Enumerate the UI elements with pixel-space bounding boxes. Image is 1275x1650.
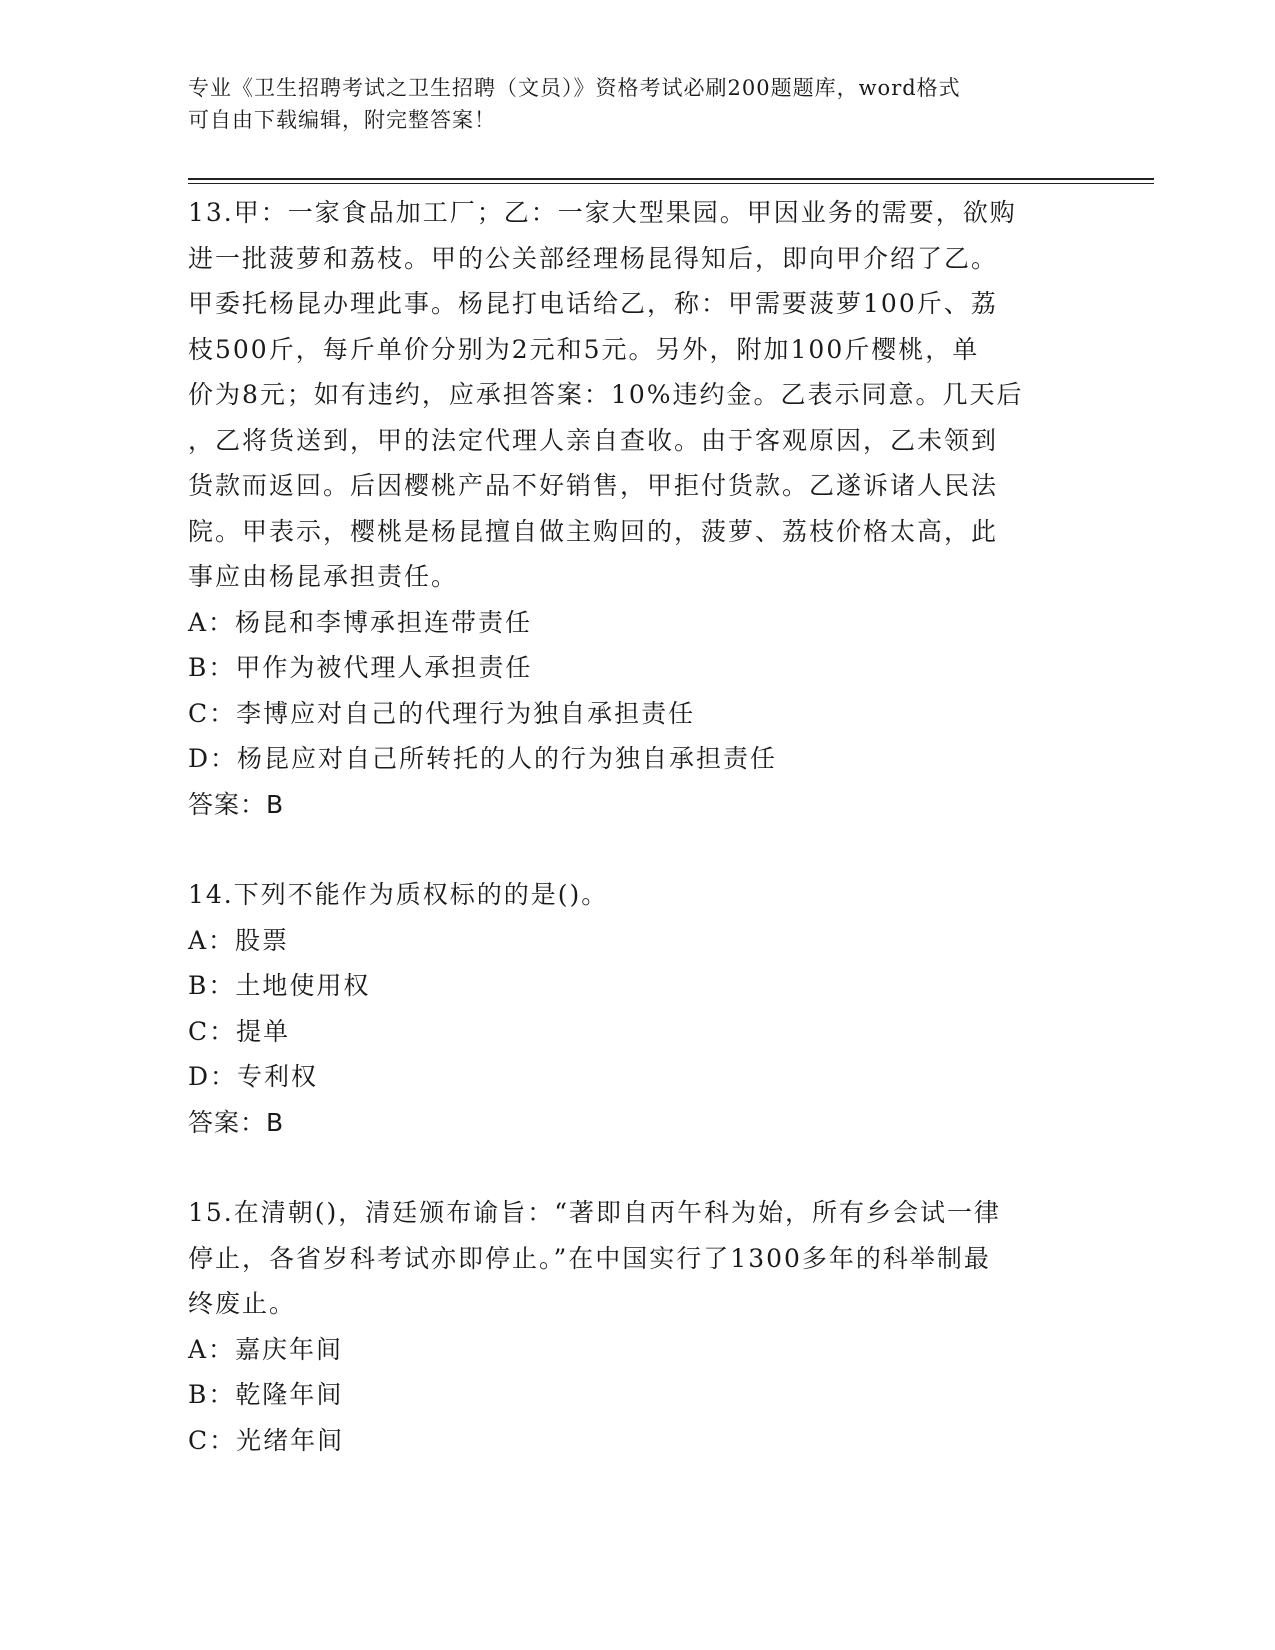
option-b: B：甲作为被代理人承担责任 [188,653,533,682]
question-stem-line: 进一批菠萝和荔枝。甲的公关部经理杨昆得知后，即向甲介绍了乙。 [188,243,999,273]
question-spacer [188,827,1088,872]
option-d: D：专利权 [188,1062,319,1091]
option-a: A：股票 [188,925,290,955]
question-stem-line: 院。甲表示，樱桃是杨昆擅自做主购回的，菠萝、荔枝价格太高，此 [188,516,999,546]
question-list [188,190,1088,1463]
question-14 [188,872,1088,1145]
question-spacer [188,1145,1088,1190]
question-stem-line: 15.在清朝()，清廷颁布谕旨：“著即自丙午科为始，所有乡会试一律 [188,1198,1002,1227]
answer-line: 答案：B [188,789,285,819]
question-stem-line: ，乙将货送到，甲的法定代理人亲自查收。由于客观原因，乙未领到 [188,425,999,455]
option-c: C：李博应对自己的代理行为独自承担责任 [188,698,696,728]
header-divider-thick [188,178,1154,180]
question-stem-line: 14.下列不能作为质权标的的是()。 [188,880,609,909]
question-stem-line: 停止，各省岁科考试亦即停止。”在中国实行了1300多年的科举制最 [188,1243,991,1273]
option-c: C：光绪年间 [188,1425,345,1455]
option-b: B：土地使用权 [188,971,371,1000]
question-stem-line: 终废止。 [188,1289,297,1318]
question-stem-line: 13.甲：一家食品加工厂；乙：一家大型果园。甲因业务的需要，欲购 [188,198,1017,227]
question-15 [188,1190,1088,1463]
question-stem-line: 枝500斤，每斤单价分别为2元和5元。另外，附加100斤樱桃，单 [188,334,980,364]
option-c: C：提单 [188,1016,291,1046]
option-d: D：杨昆应对自己所转托的人的行为独自承担责任 [188,744,778,773]
answer-line: 答案：B [188,1107,285,1137]
option-a: A：杨昆和李博承担连带责任 [188,607,533,637]
header-line-2: 可自由下载编辑，附完整答案！ [188,108,496,132]
option-b: B：乾隆年间 [188,1380,344,1409]
header-line-1: 专业《卫生招聘考试之卫生招聘（文员）》资格考试必刷200题题库，word格式 [188,76,961,100]
question-stem-line: 事应由杨昆承担责任。 [188,562,459,591]
question-stem-line: 货款而返回。后因樱桃产品不好销售，甲拒付货款。乙遂诉诸人民法 [188,471,999,500]
question-13 [188,190,1088,827]
option-a: A：嘉庆年间 [188,1334,344,1364]
question-stem-line: 价为8元；如有违约，应承担答案：10%违约金。乙表示同意。几天后 [188,380,1024,409]
header-divider-thin [188,183,1154,184]
question-stem-line: 甲委托杨昆办理此事。杨昆打电话给乙，称：甲需要菠萝100斤、荔 [188,289,998,318]
document-header [188,72,1068,136]
